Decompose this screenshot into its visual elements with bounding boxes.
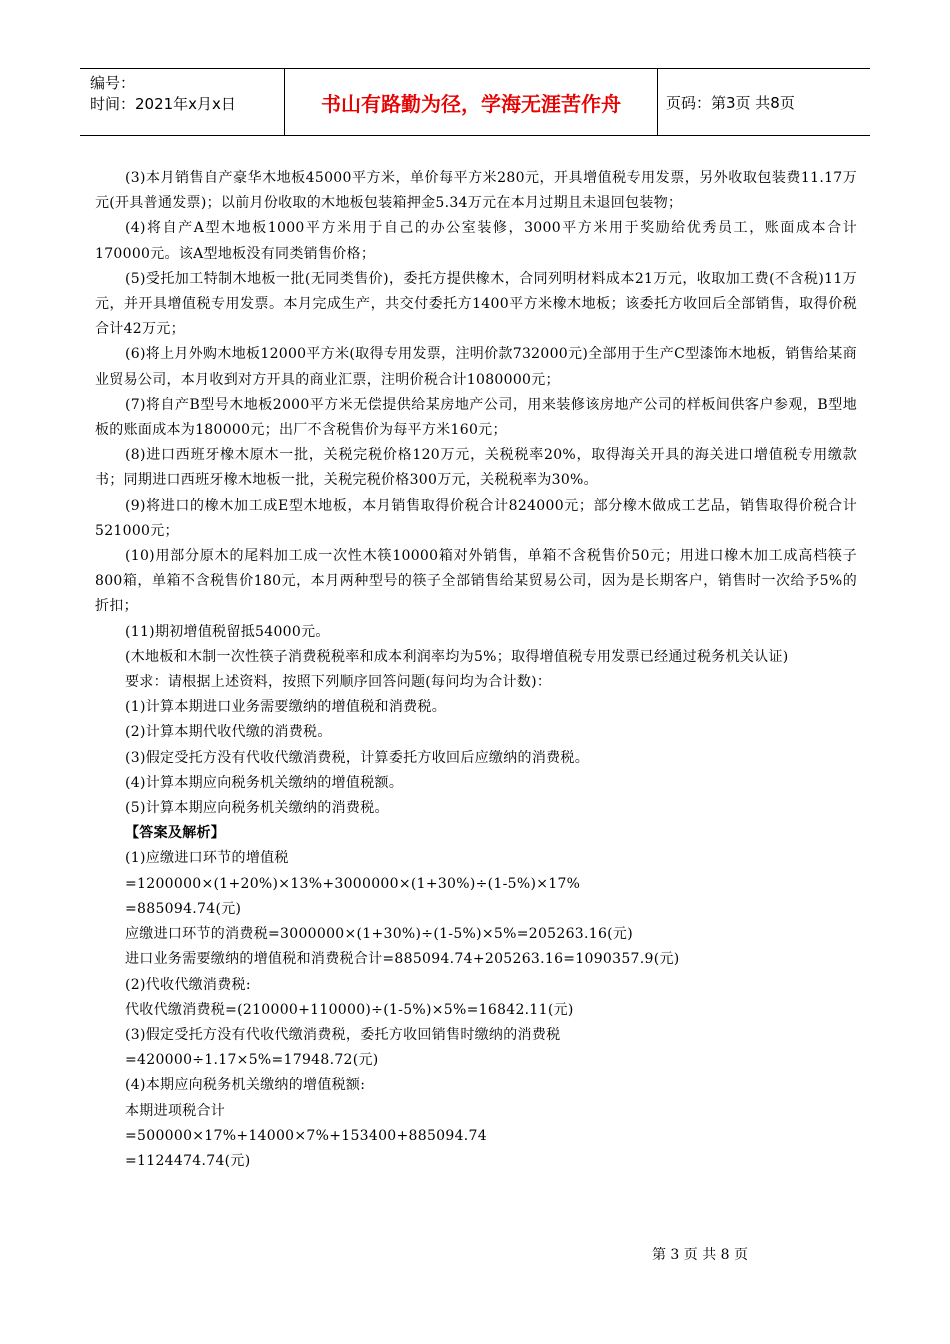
answer-line: (4)本期应向税务机关缴纳的增值税额: [125, 1077, 366, 1094]
document-time: 时间：2021年x月x日 [90, 95, 236, 113]
paragraph-item-4: (4)将自产A型木地板1000平方米用于自己的办公室装修，3000平方米用于奖励给优秀员工，账面成本合计170000元。该A型地板没有同类销售价格； [95, 220, 857, 262]
header-motto: 书山有路勤为径，学海无涯苦作舟 [285, 69, 658, 135]
answer-line: =1124474.74(元) [125, 1152, 251, 1169]
answer-line: =885094.74(元) [125, 900, 242, 917]
paragraph-item-9: (9)将进口的橡木加工成E型木地板，本月销售取得价税合计824000元；部分橡木做成工艺品，销售取得价税合计521000元； [95, 497, 857, 539]
paragraph-note: (木地板和木制一次性筷子消费税税率和成本利润率均为5%；取得增值税专用发票已经通过税务机关认证) [125, 648, 789, 665]
question-3: (3)假定受托方没有代收代缴消费税，计算委托方收回后应缴纳的消费税。 [125, 749, 590, 766]
page-footer [0, 1244, 950, 1264]
paragraph-item-8: (8)进口西班牙橡木原木一批，关税完税价格120万元，关税税率20%，取得海关开具的海关进口增值税专用缴款书；同期进口西班牙橡木地板一批，关税完税价格300万元，关税税率为30%。 [95, 447, 857, 489]
answer-line: =420000÷1.17×5%=17948.72(元) [125, 1052, 379, 1069]
paragraph-item-11: (11)期初增值税留抵54000元。 [125, 623, 330, 640]
answer-line: (3)假定受托方没有代收代缴消费税，委托方收回销售时缴纳的消费税 [125, 1026, 561, 1043]
footer-page-number: 第 3 页 共 8 页 [651, 1247, 749, 1263]
answer-line: =500000×17%+14000×7%+153400+885094.74 [125, 1127, 487, 1144]
answer-line: 应缴进口环节的消费税=3000000×(1+30%)÷(1-5%)×5%=205263.16(元) [125, 926, 633, 943]
paragraph-item-6: (6)将上月外购木地板12000平方米(取得专用发票，注明价款732000元)全部用于生产C型漆饰木地板，销售给某商业贸易公司，本月收到对方开具的商业汇票，注明价税合计1080000元； [95, 346, 857, 388]
answer-heading: 【答案及解析】 [125, 825, 226, 842]
answer-line: 进口业务需要缴纳的增值税和消费税合计=885094.74+205263.16=1090357.9(元) [125, 951, 680, 968]
paragraph-item-7: (7)将自产B型号木地板2000平方米无偿提供给某房地产公司，用来装修该房地产公司的样板间供客户参观，B型地板的账面成本为180000元；出厂不含税售价为每平方米160元； [95, 396, 857, 439]
answer-line: (1)应缴进口环节的增值税 [125, 850, 289, 867]
answer-line: 代收代缴消费税=(210000+110000)÷(1-5%)×5%=16842.11(元) [125, 1001, 574, 1018]
header-page-info: 页码：第3页 共8页 [666, 93, 795, 112]
question-5: (5)计算本期应向税务机关缴纳的消费税。 [125, 800, 389, 817]
question-1: (1)计算本期进口业务需要缴纳的增值税和消费税。 [125, 699, 447, 716]
paragraph-item-5: (5)受托加工特制木地板一批(无同类售价)，委托方提供橡木，合同列明材料成本21万元，收取加工费(不含税)11万元，并开具增值税专用发票。本月完成生产，共交付委托方1400平方米橡木地板；该委托方收回后全部销售，取得价税合计42万元； [95, 270, 857, 338]
requirement-intro: 要求：请根据上述资料，按照下列顺序回答问题(每问均为合计数)： [125, 674, 552, 691]
answer-line: =1200000×(1+20%)×13%+3000000×(1+30%)÷(1-5%)×17% [125, 875, 581, 892]
document-number: 编号： [90, 74, 136, 92]
header-meta [80, 69, 285, 135]
answer-line: 本期进项税合计 [125, 1102, 226, 1119]
paragraph-item-10: (10)用部分原木的尾料加工成一次性木筷10000箱对外销售，单箱不含税售价50元；用进口橡木加工成高档筷子800箱，单箱不含税售价180元，本月两种型号的筷子全部销售给某贸易公司，因为是长期客户，销售时一次给予5%的折扣； [95, 548, 857, 615]
page-header [80, 68, 870, 136]
paragraph-item-3: (3)本月销售自产豪华木地板45000平方米，单价每平方米280元，开具增值税专用发票，另外收取包装费11.17万元(开具普通发票)；以前月份收取的木地板包装箱押金5.34万元在本月过期且未退回包装物； [95, 170, 857, 212]
question-2: (2)计算本期代收代缴的消费税。 [125, 724, 332, 741]
question-4: (4)计算本期应向税务机关缴纳的增值税额。 [125, 774, 404, 791]
document-body [95, 166, 857, 1174]
answer-line: (2)代收代缴消费税: [125, 976, 251, 993]
